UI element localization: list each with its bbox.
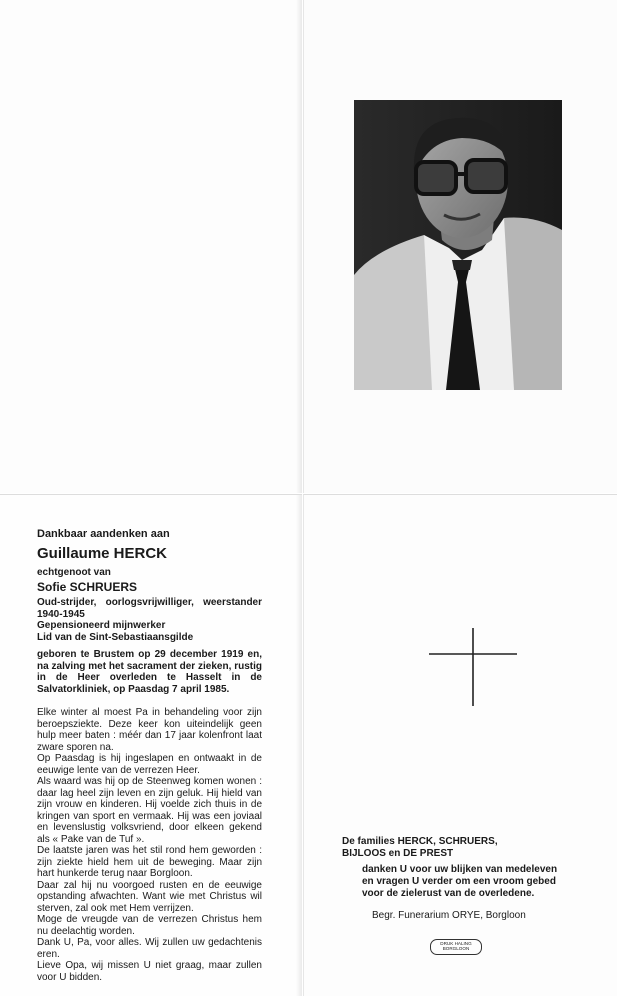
- spouse-name: Sofie SCHRUERS: [37, 580, 138, 594]
- cross-icon: [429, 628, 517, 706]
- paragraph: Dank U, Pa, voor alles. Wij zullen uw gedachtenis eren.: [37, 937, 262, 960]
- printer-line-2: BORGLOON: [442, 946, 470, 951]
- thanks-line-1: De families HERCK, SCHRUERS,: [342, 836, 498, 847]
- portrait-photo: [354, 100, 562, 390]
- intro-line: Dankbaar aandenken aan: [37, 528, 170, 540]
- thanks-line-5: voor de zielerust van de overledene.: [362, 888, 535, 899]
- paragraph: De laatste jaren was het stil rond hem geworden : zijn ziekte hield hem uit de beweging. Maar zijn hart hunkerde terug naar Borgloon.: [37, 845, 262, 879]
- paragraph: Moge de vreugde van de verrezen Christus hem nu deelachtig worden.: [37, 914, 262, 937]
- paragraph: Daar zal hij nu voorgoed rusten en de eeuwige opstanding afwachten. Want wie met Christus wil sterven, zal ook met Hem verrijzen.: [37, 879, 262, 914]
- printer-line-1: DRUK HALING: [440, 940, 472, 946]
- spouse-label: echtgenoot van: [37, 567, 111, 578]
- paragraph: Elke winter al moest Pa in behandeling voor zijn beroepsziekte. Deze keer kon uiteindelijk geen hulp meer baten : méér dan 17 jaar kolenfront laat zware sporen na.: [37, 707, 262, 753]
- title-veteran: Oud-strijder, oorlogsvrijwilliger, weerstander 1940-1945: [37, 597, 262, 620]
- paragraph: Lieve Opa, wij missen U niet graag, maar zullen voor U bidden.: [37, 960, 262, 983]
- deceased-name: Guillaume HERCK: [37, 545, 168, 562]
- paragraph: Op Paasdag is hij ingeslapen en ontwaakt in de eeuwige lente van de verrezen Heer.: [37, 753, 262, 776]
- funeral-home: Begr. Funerarium ORYE, Borgloon: [372, 910, 526, 921]
- printer-stamp: [430, 939, 482, 955]
- title-guild: Lid van de Sint-Sebastiaansgilde: [37, 631, 194, 643]
- paragraph: Als waard was hij op de Steenweg komen wonen : daar lag heel zijn leven en zijn geluk. Hij hield van zijn vrouw en kinderen. Hij voelde zich thuis in de kringen van sport en vermaak. Hij was een joviaal en levenslustig volksvriend, door elkeen gekend als « Pake van de Tuf ».: [37, 776, 262, 845]
- card-panel-top-left: [0, 0, 302, 493]
- thanks-line-4: en vragen U verder om een vroom gebed: [362, 876, 556, 887]
- thanks-line-2: BIJLOOS en DE PREST: [342, 848, 454, 859]
- title-miner: Gepensioneerd mijnwerker: [37, 620, 166, 631]
- birth-death-text: geboren te Brustem op 29 december 1919 en, na zalving met het sacrament der zieken, rustig in de Heer overleden te Hasselt in de Salvatorkliniek, op Paasdag 7 april 1985.: [37, 649, 262, 695]
- thanks-line-3: danken U voor uw blijken van medeleven: [362, 864, 558, 875]
